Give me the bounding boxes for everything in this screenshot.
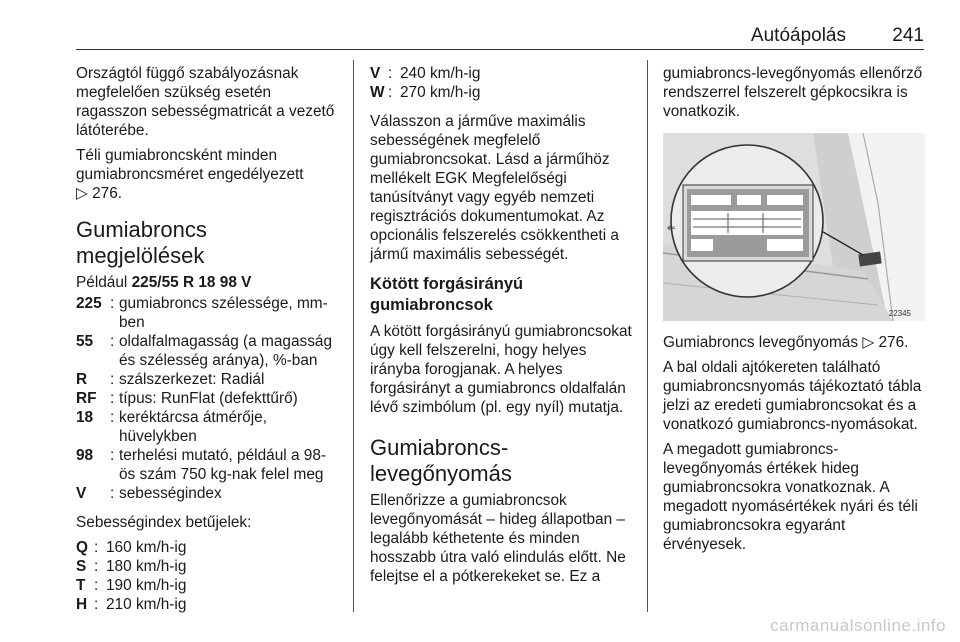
definition-key: 18 [76,409,94,426]
definition-key: Q [76,539,88,556]
figure-label: 22345 [888,309,911,318]
definition-key: W [370,84,385,101]
paragraph: A kötött forgásirányú gumiabroncsokat úgy kell felszerelni, hogy helyes irányba forogjanak. A helyes forgásirányt a gumiabroncs oldalfalán lévő szimbólum (pl. egy nyíl) mutatja. [370,323,632,416]
paragraph: Sebességindex betűjelek: [76,514,252,531]
paragraph: A megadott gumiabroncs-levegőnyomás értékek hideg gumiabroncsokra vonatkoznak. A megadott nyomásértékek nyári és téli gumiabroncsokra egyaránt érvényesek. [663,441,918,553]
page-number: 241 [892,25,924,46]
definition-colon: : [94,558,99,575]
ref-arrow-icon[interactable]: ▷ [862,334,875,351]
page-header [76,22,924,50]
column-divider [353,60,354,612]
paragraph: Gumiabroncs levegőnyomás ▷ 276. [663,334,909,351]
definition-colon: : [94,577,99,594]
paragraph: gumiabroncs-levegőnyomás ellenőrző rendszerrel felszerelt gépkocsikra is vonatkozik. [663,65,923,120]
definition-key: 225 [76,295,102,312]
section-heading: Gumiabroncs megjelölések [76,217,207,268]
definition-colon: : [110,447,115,464]
example-line: Például 225/55 R 18 98 V [76,274,252,291]
door-frame-illustration [663,133,925,321]
definition-key: RF [76,390,97,407]
definition-value: szálszerkezet: Radiál [119,371,265,388]
definition-key: V [76,485,87,502]
definition-key: R [76,371,88,388]
definition-value: 190 km/h-ig [106,577,187,594]
definition-key: H [76,596,88,613]
definition-value: sebességindex [119,485,222,502]
definition-value: terhelési mutató, például a 98-ös szám 750 kg-nak felel meg [119,447,327,483]
column-1 [76,64,338,624]
definition-colon: : [110,371,115,388]
speed-index-list [76,538,338,614]
definition-value: 240 km/h-ig [400,65,481,82]
door-frame-drawing [663,133,925,321]
svg-text:⇐: ⇐ [667,223,676,234]
speed-index-list [370,64,632,102]
definition-value: típus: RunFlat (defekttűrő) [119,390,298,407]
paragraph: Válasszon a járműve maximális sebességének megfelelő gumiabroncsokat. Lásd a járműhöz mellékelt EGK Megfelelőségi tanúsítványt vagy egyéb nemzeti regisztrációs dokumentumokat. Az opcionális felszerelés csökkentheti a jármű maximális sebességét. [370,113,619,263]
definition-value: keréktárcsa átmérője, hüvelykben [119,409,267,445]
definition-colon: : [388,84,393,101]
page-reference[interactable]: 276. [878,334,909,351]
definition-key: V [370,65,381,82]
column-2 [370,64,632,592]
definition-colon: : [110,295,115,312]
definition-colon: : [110,485,115,502]
ref-arrow-icon[interactable]: ▷ [76,185,88,202]
definition-key: T [76,577,86,594]
section-heading: Gumiabroncs-levegőnyomás [370,435,512,486]
definition-value: gumiabroncs szélessége, mm-ben [119,295,328,331]
definition-key: S [76,558,87,575]
paragraph: A bal oldali ajtókereten található gumiabroncsnyomás tájékoztató tábla jelzi az eredeti gumiabroncsokat és a vonatkozó gumiabroncs-nyomásokat. [663,359,922,433]
definition-value: oldalfalmagasság (a magasság és szélesség aránya), %-ban [119,333,333,369]
definition-key: 98 [76,447,94,464]
definition-colon: : [94,539,99,556]
definition-colon: : [94,596,99,613]
paragraph: Téli gumiabroncsként minden gumiabroncsméret engedélyezett ▷ 276. [76,147,304,202]
definition-key: 55 [76,333,94,350]
page-reference[interactable]: 276. [92,185,123,202]
column-divider [647,60,648,612]
definition-value: 210 km/h-ig [106,596,187,613]
definition-colon: : [110,390,115,407]
tire-definition-list [76,294,338,503]
chapter-title: Autóápolás [750,25,846,46]
subsection-heading: Kötött forgásirányú gumiabroncsok [370,275,524,314]
definition-colon: : [388,65,393,82]
column-3 [663,64,925,560]
watermark: carmanualsonline.info [770,616,946,635]
definition-value: 160 km/h-ig [106,539,187,556]
paragraph: Ellenőrizze a gumiabroncsok levegőnyomását – hideg állapotban – legalább kéthetente és minden hosszabb útra való elindulás előtt. Ne felejtse el a pótkerekeket se. Ez a [370,492,626,585]
example-code: 225/55 R 18 98 V [131,274,252,291]
definition-colon: : [110,409,115,426]
definition-colon: : [110,333,115,350]
definition-value: 180 km/h-ig [106,558,187,575]
paragraph: Országtól függő szabályozásnak megfelelően szükség esetén ragasszon sebességmatricát a vezető látóterébe. [76,65,335,139]
definition-value: 270 km/h-ig [400,84,481,101]
